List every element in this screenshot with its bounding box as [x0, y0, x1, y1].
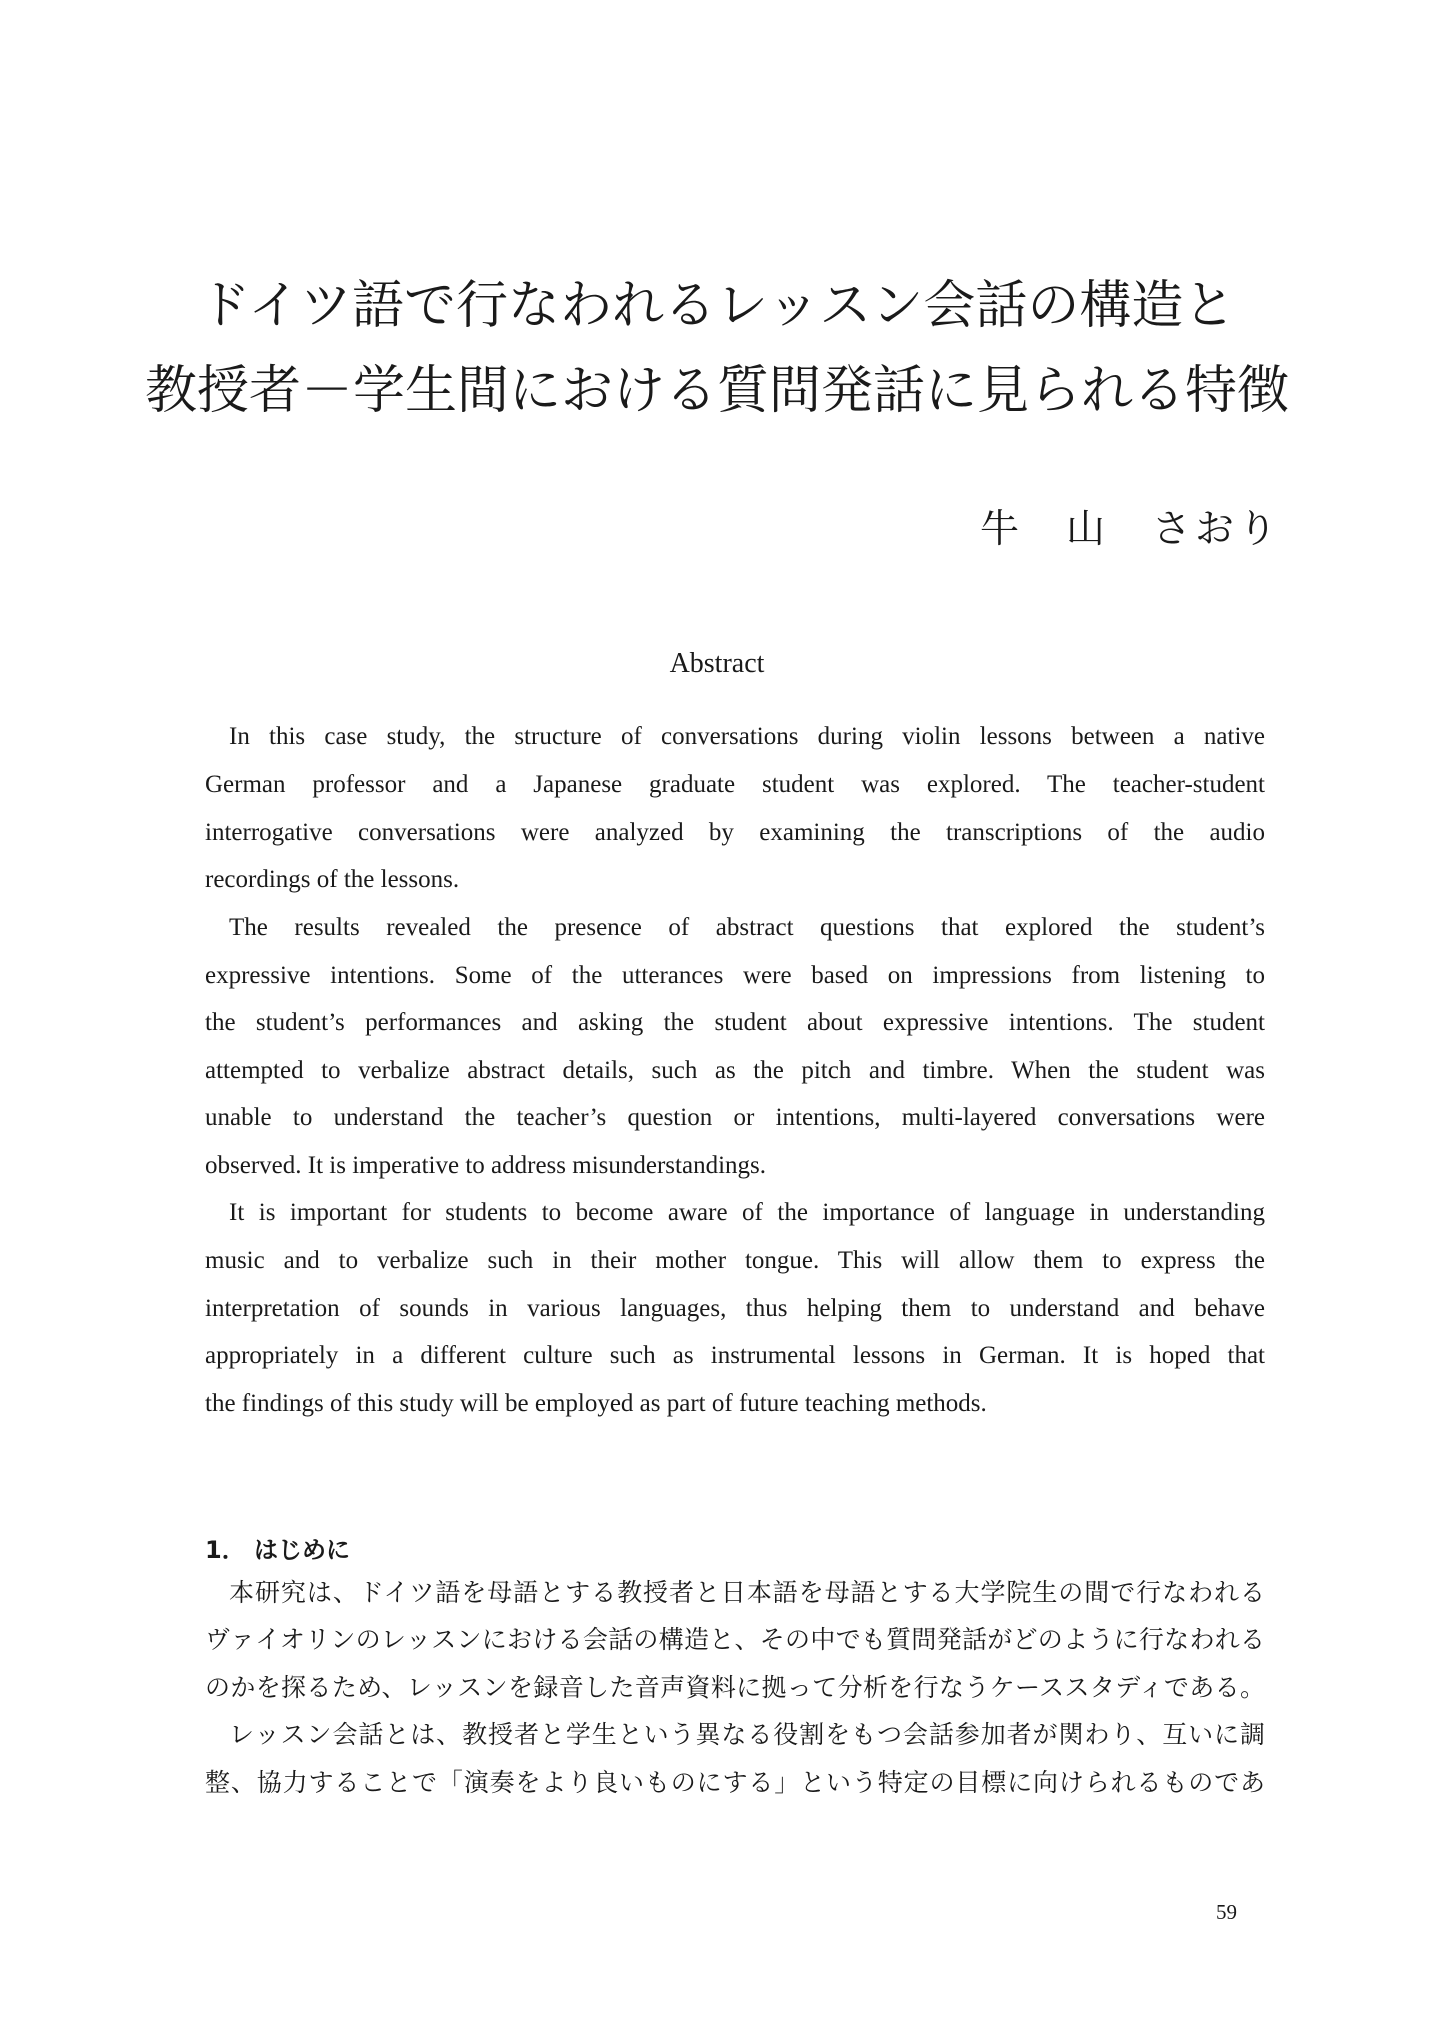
body-line: のかを探るため、レッスンを録音した音声資料に拠って分析を行なうケーススタディである。	[205, 1673, 1265, 1702]
abstract-line: attempted to verbalize abstract details, such as the pitch and timbre. When the student was	[205, 1057, 1265, 1084]
abstract-line: the student’s performances and asking the student about expressive intentions. The student	[205, 1009, 1265, 1036]
abstract-line: The results revealed the presence of abstract questions that explored the student’s	[229, 914, 1265, 941]
abstract-line: the findings of this study will be employed as part of future teaching methods.	[205, 1390, 987, 1417]
abstract-line: In this case study, the structure of conversations during violin lessons between a native	[229, 723, 1265, 750]
abstract-line: interrogative conversations were analyzed by examining the transcriptions of the audio	[205, 819, 1265, 846]
abstract-line: appropriately in a different culture such as instrumental lessons in German. It is hoped that	[205, 1342, 1265, 1369]
abstract-line: music and to verbalize such in their mother tongue. This will allow them to express the	[205, 1247, 1265, 1274]
author-name: 牛 山 さおり	[980, 507, 1282, 552]
paper-title-line-2: 教授者－学生間における質問発話に見られる特徴	[144, 361, 1289, 421]
abstract-line: interpretation of sounds in various languages, thus helping them to understand and behave	[205, 1295, 1265, 1322]
abstract-line: expressive intentions. Some of the utterances were based on impressions from listening to	[205, 962, 1265, 989]
abstract-line: German professor and a Japanese graduate student was explored. The teacher-student	[205, 771, 1265, 798]
paper-title-line-1: ドイツ語で行なわれるレッスン会話の構造と	[198, 276, 1236, 336]
body-line: ヴァイオリンのレッスンにおける会話の構造と、その中でも質問発話がどのように行なわれる	[205, 1625, 1265, 1654]
abstract-heading: Abstract	[669, 648, 765, 679]
body-line: レッスン会話とは、教授者と学生という異なる役割をもつ会話参加者が関わり、互いに調	[229, 1720, 1265, 1749]
body-line: 本研究は、ドイツ語を母語とする教授者と日本語を母語とする大学院生の間で行なわれる	[229, 1578, 1265, 1607]
abstract-line: unable to understand the teacher’s question or intentions, multi-layered conversations were	[205, 1104, 1265, 1131]
abstract-line: It is important for students to become aware of the importance of language in understanding	[229, 1199, 1265, 1226]
page-number: 59	[1216, 1900, 1237, 1924]
body-line: 整、協力することで「演奏をより良いものにする」という特定の目標に向けられるものであ	[205, 1768, 1265, 1797]
section-heading: 1． はじめに	[205, 1536, 351, 1564]
abstract-line: recordings of the lessons.	[205, 866, 460, 893]
abstract-line: observed. It is imperative to address misunderstandings.	[205, 1152, 766, 1179]
